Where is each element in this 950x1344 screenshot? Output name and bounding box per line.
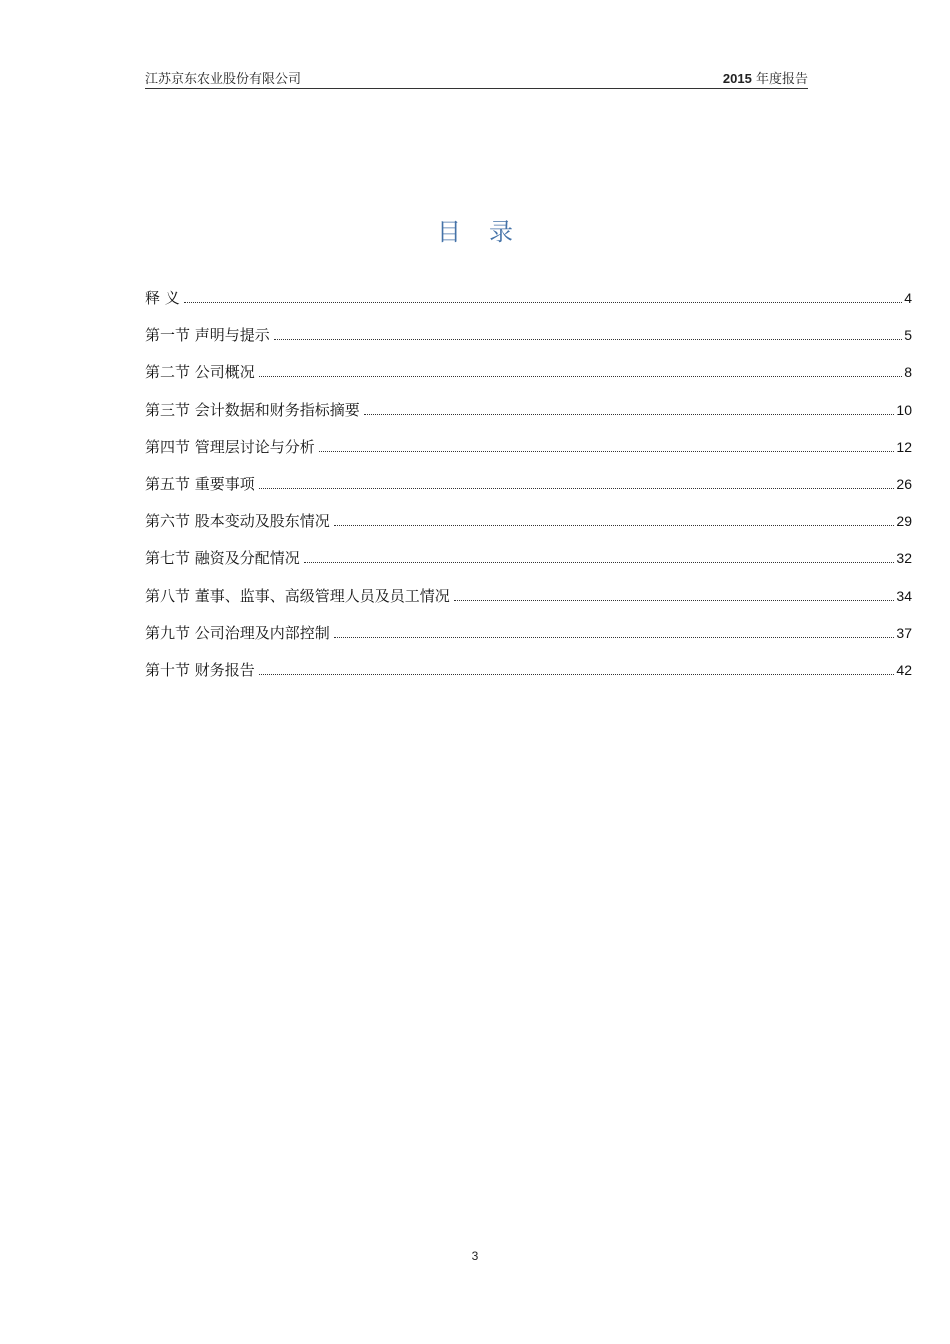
page-number: 3 bbox=[471, 1249, 479, 1263]
report-year: 2015 bbox=[722, 71, 752, 86]
toc-entry[interactable] bbox=[145, 473, 912, 510]
company-name: 江苏京东农业股份有限公司 bbox=[145, 72, 302, 87]
toc-entry-page: 5 bbox=[904, 327, 912, 344]
toc-entry-label: 第一节 声明与提示 bbox=[145, 326, 270, 345]
toc-entry[interactable] bbox=[145, 361, 912, 398]
table-of-contents bbox=[145, 287, 912, 696]
report-label bbox=[723, 68, 808, 87]
toc-entry[interactable] bbox=[145, 547, 912, 584]
toc-leader-dots bbox=[259, 375, 902, 377]
toc-leader-dots bbox=[274, 338, 902, 340]
report-title: 年度报告 bbox=[755, 72, 808, 87]
toc-entry-label: 第三节 会计数据和财务指标摘要 bbox=[145, 400, 360, 419]
toc-entry[interactable] bbox=[145, 324, 912, 361]
toc-entry-page: 32 bbox=[896, 550, 912, 567]
toc-entry-page: 12 bbox=[896, 438, 912, 455]
toc-title: 目录 bbox=[437, 218, 541, 246]
toc-leader-dots bbox=[334, 636, 895, 638]
toc-entry-page: 42 bbox=[896, 661, 912, 678]
page-header bbox=[145, 66, 808, 89]
toc-entry-label: 释 义 bbox=[145, 289, 180, 307]
toc-entry-label: 第十节 财务报告 bbox=[145, 660, 255, 679]
toc-leader-dots bbox=[319, 450, 895, 452]
toc-entry-label: 第八节 董事、监事、高级管理人员及员工情况 bbox=[145, 586, 450, 605]
toc-leader-dots bbox=[304, 561, 895, 563]
toc-leader-dots bbox=[259, 487, 895, 489]
toc-entry-page: 29 bbox=[896, 513, 912, 530]
toc-entry-label: 第四节 管理层讨论与分析 bbox=[145, 437, 315, 456]
toc-entry-page: 34 bbox=[896, 587, 912, 604]
toc-entry-page: 26 bbox=[896, 475, 912, 492]
toc-entry-label: 第六节 股本变动及股东情况 bbox=[145, 512, 330, 531]
toc-entry-label: 第七节 融资及分配情况 bbox=[145, 549, 300, 568]
toc-leader-dots bbox=[259, 673, 895, 675]
toc-entry[interactable] bbox=[145, 622, 912, 659]
toc-leader-dots bbox=[334, 524, 895, 526]
toc-entry-label: 第二节 公司概况 bbox=[145, 363, 255, 382]
toc-entry[interactable] bbox=[145, 510, 912, 547]
toc-entry[interactable] bbox=[145, 436, 912, 473]
toc-leader-dots bbox=[184, 301, 902, 303]
toc-entry[interactable] bbox=[145, 399, 912, 436]
toc-entry-label: 第五节 重要事项 bbox=[145, 474, 255, 493]
toc-entry[interactable] bbox=[145, 287, 912, 324]
toc-entry-page: 10 bbox=[896, 401, 912, 418]
toc-entry-page: 4 bbox=[904, 290, 912, 306]
toc-entry-label: 第九节 公司治理及内部控制 bbox=[145, 623, 330, 642]
toc-entry-page: 8 bbox=[904, 364, 912, 381]
toc-entry[interactable] bbox=[145, 585, 912, 622]
toc-entry-page: 37 bbox=[896, 624, 912, 641]
toc-leader-dots bbox=[454, 599, 895, 601]
toc-entry[interactable] bbox=[145, 659, 912, 696]
toc-leader-dots bbox=[364, 413, 895, 415]
